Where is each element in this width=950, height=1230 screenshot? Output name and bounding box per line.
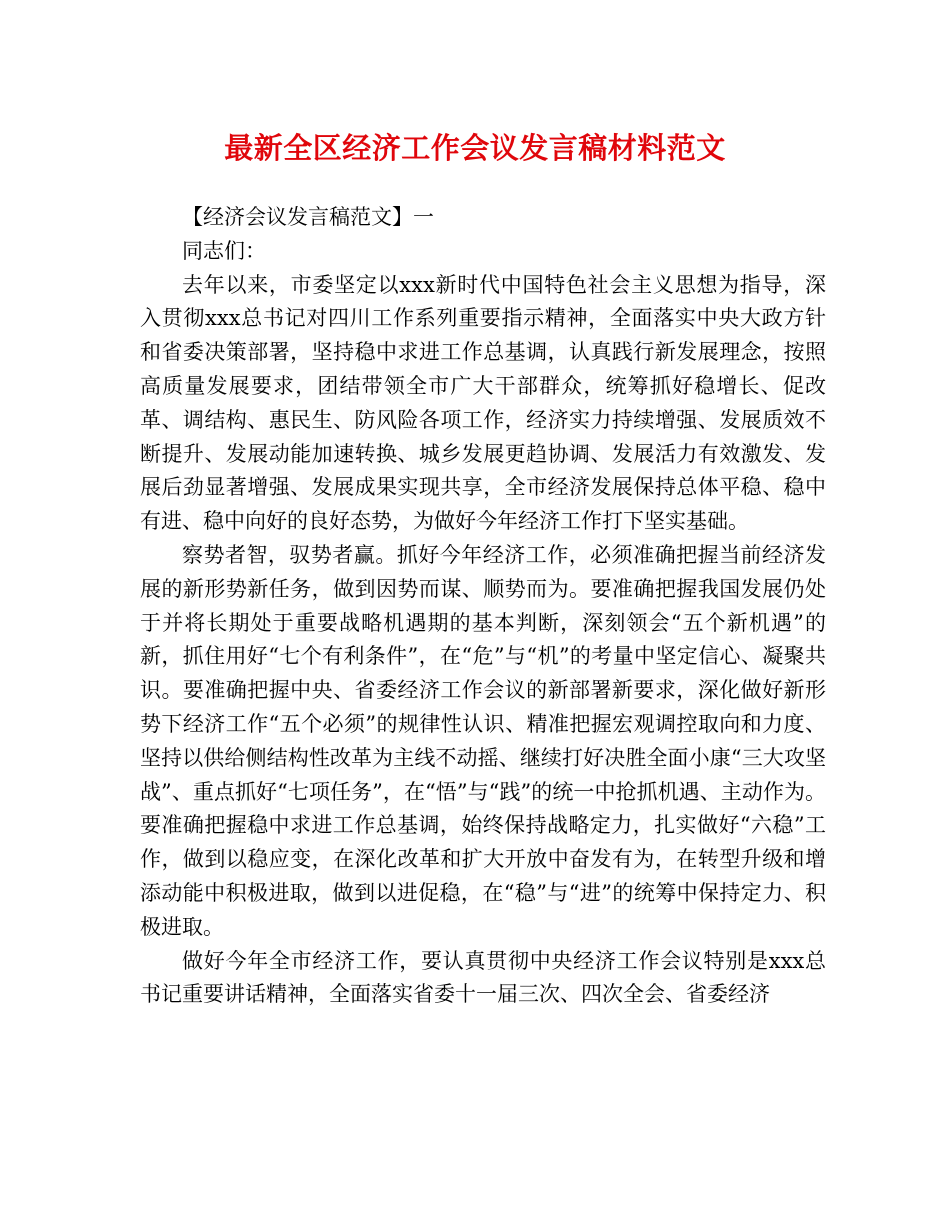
paragraph-3: 做好今年全市经济工作，要认真贯彻中央经济工作会议特别是xxx总书记重要讲话精神，全面落实省委十一届三次、四次全会、省委经济 [140,948,826,1007]
document-title: 最新全区经济工作会议发言稿材料范文 [224,131,726,165]
paragraph-1: 去年以来，市委坚定以xxx新时代中国特色社会主义思想为指导，深入贯彻xxx总书记对四川工作系列重要指示精神，全面落实中央大政方针和省委决策部署，坚持稳中求进工作总基调，认真践行新发展理念，按照高质量发展要求，团结带领全市广大干部群众，统筹抓好稳增长、促改革、调结构、惠民生、防风险各项工作，经济实力持续增强、发展质效不断提升、发展动能加速转换、城乡发展更趋协调、发展活力有效激发、发展后劲显著增强、发展成果实现共享，全市经济发展保持总体平稳、稳中有进、稳中向好的良好态势，为做好今年经济工作打下坚实基础。 [140,272,826,534]
paragraph-2: 察势者智，驭势者赢。抓好今年经济工作，必须准确把握当前经济发展的新形势新任务，做到因势而谋、顺势而为。要准确把握我国发展仍处于并将长期处于重要战略机遇期的基本判断，深刻领会“五个新机遇”的新，抓住用好“七个有利条件”，在“危”与“机”的考量中坚定信心、凝聚共识。要准确把握中央、省委经济工作会议的新部署新要求，深化做好新形势下经济工作“五个必须”的规律性认识、精准把握宏观调控取向和力度、坚持以供给侧结构性改革为主线不动摇、继续打好决胜全面小康“三大攻坚战”、重点抓好“七项任务”，在“悟”与“践”的统一中抢抓机遇、主动作为。要准确把握稳中求进工作总基调，始终保持战略定力，扎实做好“六稳”工作，做到以稳应变，在深化改革和扩大开放中奋发有为，在转型升级和增添动能中积极进取，做到以进促稳，在“稳”与“进”的统筹中保持定力、积极进取。 [140,542,826,939]
salutation: 同志们： [182,238,266,263]
section-heading: 【经济会议发言稿范文】一 [182,205,434,229]
document-body [140,201,826,1012]
